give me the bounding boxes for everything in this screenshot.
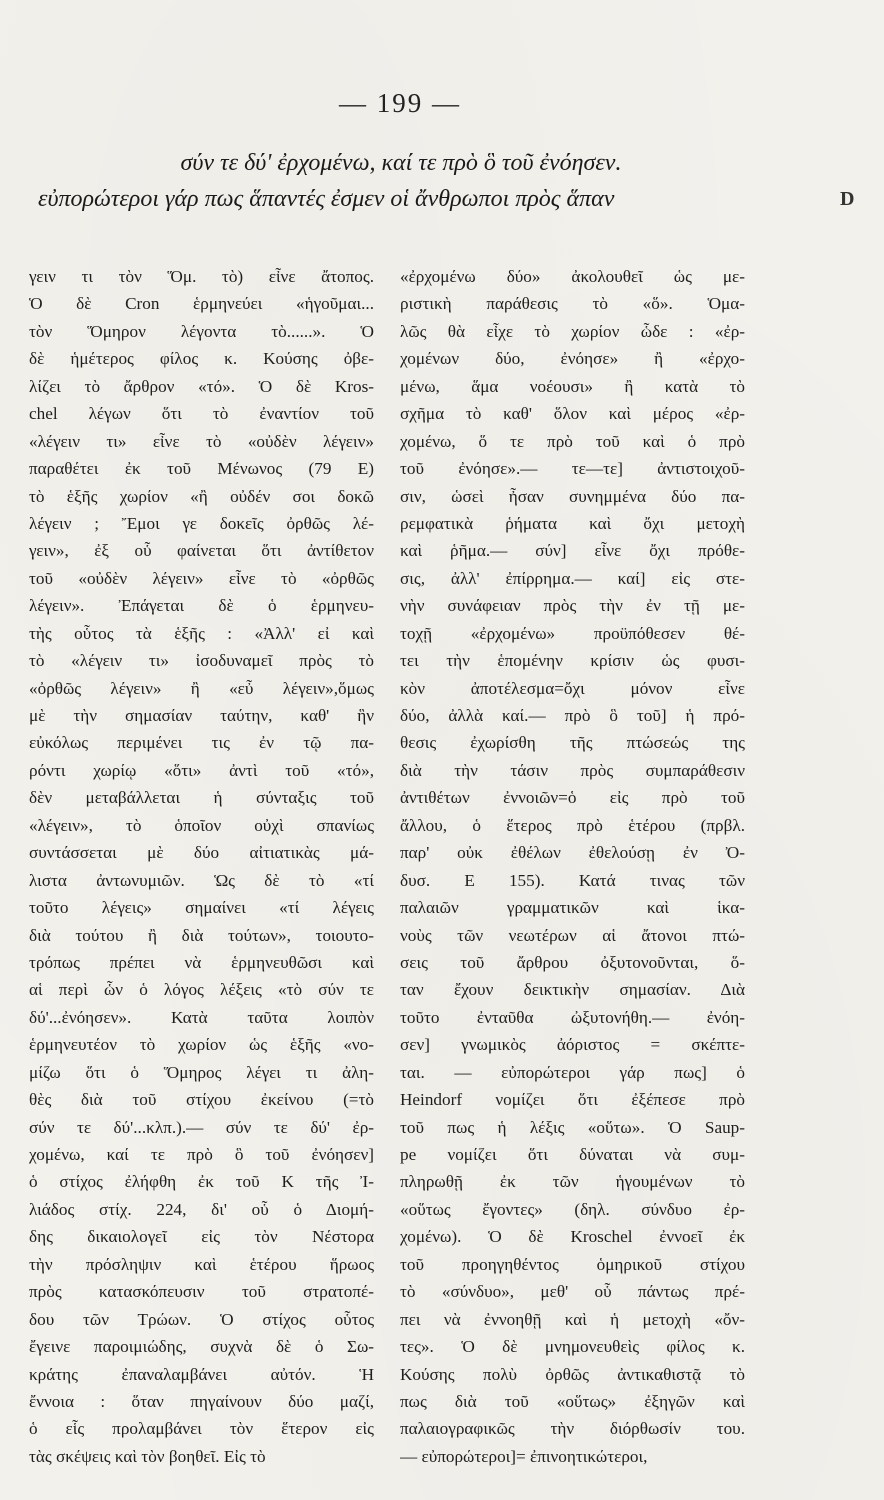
right-column-line: τει τὴν ἑπομένην κρίσιν ὡς φυσι- — [400, 651, 745, 671]
right-column-line: «οὕτως ἔγοντες» (δηλ. σύνδυο ἐρ- — [400, 1199, 745, 1219]
right-column-line: δυσ. Ε 155). Κατά τινας τῶν — [400, 870, 745, 890]
left-column-line: λέγειν». Ἐπάγεται δὲ ὁ ἑρμηνευ- — [29, 596, 374, 616]
right-column-line: ται. — εὐπορώτεροι γάρ πως] ὁ — [400, 1062, 745, 1082]
left-column-line: λίζει τὸ ἄρθρον «τό». Ὁ δὲ Kros- — [29, 376, 374, 396]
left-column-line: τοῦ «οὐδὲν λέγειν» εἶνε τὸ «ὀρθῶς — [29, 568, 374, 588]
left-column-line: ρόντι χωρίῳ «ὅτι» ἀντὶ τοῦ «τό», — [29, 760, 374, 780]
right-column-line: χομένω, ὅ τε πρὸ τοῦ καὶ ὁ πρὸ — [400, 431, 745, 451]
right-column-line: pe νομίζει ὅτι δύναται νὰ συμ- — [400, 1145, 745, 1164]
left-column-line: τὸν Ὅμηρον λέγοντα τὸ......». Ὁ — [29, 321, 374, 341]
left-column-line: παραθέτει ἐκ τοῦ Μένωνος (79 E) — [29, 459, 374, 479]
right-column-line: σιν, ὡσεὶ ἦσαν συνημμένα δύο πα- — [400, 486, 745, 506]
right-column-line: σεις τοῦ ἄρθρου ὀξυτονοῦνται, ὅ- — [400, 952, 745, 972]
right-column-line: παρ' οὐκ ἐθέλων ἐθελούσῃ ἐν Ὀ- — [400, 843, 745, 863]
left-column-line: μὲ τὴν σημασίαν ταύτην, καθ' ἣν — [29, 706, 374, 725]
right-column-line: σχῆμα τὸ καθ' ὅλον καὶ μέρος «ἐρ- — [400, 404, 745, 424]
left-column-line: δου τῶν Τρώων. Ὁ στίχος οὗτος — [29, 1309, 374, 1329]
left-column-line: πρὸς κατασκόπευσιν τοῦ στρατοπέ- — [29, 1282, 374, 1302]
right-column-line: τοχῇ «ἐρχομένω» προϋπόθεσεν θέ- — [400, 623, 745, 643]
right-column-line: παλαιῶν γραμματικῶν καὶ ἱκα- — [400, 898, 745, 918]
right-column-line: ἀντιθέτων ἐννοιῶν=ὁ εἰς πρὸ τοῦ — [400, 788, 745, 808]
left-column-line: Ὁ δὲ Cron ἑρμηνεύει «ἡγοῦμαι... — [29, 294, 374, 314]
right-text-column — [400, 263, 745, 1470]
right-column-line: ταν ἔχουν δεικτικὴν σημασίαν. Διὰ — [400, 980, 745, 1000]
right-column-line: καὶ ῥῆμα.— σύν] εἶνε ὄχι πρόθε- — [400, 541, 745, 561]
right-column-line: παλαιογραφικῶς τὴν διόρθωσίν του. — [400, 1419, 745, 1439]
right-column-line: νὴν συνάφειαν πρὸς τὴν ἐν τῇ με- — [400, 596, 745, 616]
right-column-line: πως διὰ τοῦ «οὕτως» ἐξηγῶν καὶ — [400, 1391, 745, 1411]
right-column-line: ἄλλου, ὁ ἕτερος πρὸ ἑτέρου (πρβλ. — [400, 815, 745, 835]
left-column-line: τὸ «λέγειν τι» ἰσοδυναμεῖ πρὸς τὸ — [29, 651, 374, 671]
left-column-line: ἔγεινε παροιμιώδης, συχνὰ δὲ ὁ Σω- — [29, 1337, 374, 1357]
left-column-line: γειν τι τὸν Ὅμ. τὸ) εἶνε ἄτοπος. — [29, 267, 374, 286]
right-column-line: χομένω). Ὁ δὲ Kroschel ἐννοεῖ ἐκ — [400, 1227, 745, 1247]
left-column-line: χομένω, καί τε πρὸ ὃ τοῦ ἐνόησεν] — [29, 1145, 374, 1164]
right-column-line: ριστικὴ παράθεσις τὸ «ὅ». Ὁμα- — [400, 294, 745, 314]
left-column-line: ἑρμηνευτέον τὸ χωρίον ὡς ἑξῆς «νο- — [29, 1035, 374, 1055]
left-column-line: τὸ ἑξῆς χωρίον «ἢ οὐδέν σοι δοκῶ — [29, 486, 374, 506]
right-column-line: σεν] γνωμικὸς ἀόριστος = σκέπτε- — [400, 1035, 745, 1055]
left-column-line: σύν τε δύ'...κλπ.).— σύν τε δύ' ἐρ- — [29, 1117, 374, 1137]
right-column-line: λῶς θὰ εἶχε τὸ χωρίον ὧδε : «ἐρ- — [400, 321, 745, 341]
right-column-line: νοὺς τῶν νεωτέρων αἱ ἄτονοι πτώ- — [400, 925, 745, 945]
right-column-line: πει νὰ ἐννοηθῇ καὶ ἡ μετοχὴ «ὄν- — [400, 1309, 745, 1329]
right-column-line: δύο, ἀλλὰ καί.— πρὸ ὃ τοῦ] ἡ πρό- — [400, 706, 745, 725]
left-column-line: λιστα ἀντωνυμιῶν. Ὡς δὲ τὸ «τί — [29, 870, 374, 890]
right-column-line: τὸ «σύνδυο», μεθ' οὗ πάντως πρέ- — [400, 1282, 745, 1302]
right-column-line: χομένων δύο, ἐνόησε» ἢ «ἐρχο- — [400, 349, 745, 369]
left-column-line: δὲ ἡμέτερος φίλος κ. Κούσης ὀβε- — [29, 349, 374, 369]
left-column-line: ὁ εἷς προλαμβάνει τὸν ἕτερον εἰς — [29, 1419, 374, 1439]
left-column-line: λέγειν ; Ἔμοι γε δοκεῖς ὀρθῶς λέ- — [29, 513, 374, 533]
left-text-column — [29, 263, 374, 1470]
left-column-line: δης δικαιολογεῖ εἰς τὸν Νέστορα — [29, 1227, 374, 1247]
quoted-verse-line-2: εὐπορώτεροι γάρ πως ἅπαντές ἐσμεν οἱ ἄνθρωποι πρὸς ἅπαν — [38, 186, 615, 212]
left-column-line: εὐκόλως περιμένει τις ἐν τῷ πα- — [29, 733, 374, 753]
right-column-line: σις, ἀλλ' ἐπίρρημα.— καί] εἰς στε- — [400, 568, 745, 588]
right-column-line: — εὐπορώτεροι]= ἐπινοητικώτεροι, — [400, 1446, 648, 1466]
left-column-line: chel λέγων ὅτι τὸ ἐναντίον τοῦ — [29, 404, 374, 424]
left-column-line: τὰς σκέψεις καὶ τὸν βοηθεῖ. Εἰς τὸ — [29, 1446, 266, 1466]
right-column-line: Heindorf νομίζει ὅτι ἐξέπεσε πρὸ — [400, 1090, 745, 1110]
right-column-line: μένω, ἅμα νοέουσι» ἢ κατὰ τὸ — [400, 376, 745, 396]
left-column-line: δύ'...ἐνόησεν». Κατὰ ταῦτα λοιπὸν — [29, 1007, 374, 1027]
right-column-line: πληρωθῇ ἐκ τῶν ἡγουμένων τὸ — [400, 1172, 745, 1192]
right-column-line: τες». Ὁ δὲ μνημονευθεὶς φίλος κ. — [400, 1337, 745, 1357]
right-column-line: κὸν ἀποτέλεσμα=ὄχι μόνον εἶνε — [400, 678, 745, 698]
right-column-line: τοῦτο ἐνταῦθα ὠξυτονήθη.— ἐνόη- — [400, 1007, 745, 1027]
right-column-line: ρεμφατικὰ ῥήματα καὶ ὄχι μετοχὴ — [400, 513, 745, 533]
left-column-line: κράτης ἐπαναλαμβάνει αὐτόν. Ἡ — [29, 1364, 374, 1384]
page-number: — 199 — — [339, 88, 461, 118]
right-column-line: τοῦ πως ἡ λέξις «οὕτω». Ὁ Saup- — [400, 1117, 745, 1137]
right-column-line: διὰ τὴν τάσιν πρὸς συμπαράθεσιν — [400, 760, 745, 780]
left-column-line: «ὀρθῶς λέγειν» ἢ «εὖ λέγειν»,ὅμως — [29, 678, 374, 698]
left-column-line: τὴς οὗτος τὰ ἑξῆς : «Ἀλλ' εἰ καὶ — [29, 623, 374, 643]
left-column-line: γειν», ἐξ οὗ φαίνεται ὅτι ἀντίθετον — [29, 541, 374, 561]
left-column-line: ὁ στίχος ἐλήφθη ἐκ τοῦ Κ τῆς Ἰ- — [29, 1172, 374, 1192]
left-column-line: αἱ περὶ ὧν ὁ λόγος λέξεις «τὸ σύν τε — [29, 980, 374, 1000]
left-column-line: διὰ τούτου ἢ διὰ τούτων», τοιουτο- — [29, 925, 374, 945]
left-column-line: τρόπως πρέπει νὰ ἑρμηνευθῶσι καὶ — [29, 952, 374, 972]
left-column-line: τὴν πρόσληψιν καὶ ἑτέρου ἥρωος — [29, 1254, 374, 1274]
right-column-line: τοῦ προηγηθέντος ὁμηρικοῦ στίχου — [400, 1254, 745, 1274]
quoted-verse-line-1: σύν τε δύ' ἐρχομένω, καί τε πρὸ ὃ τοῦ ἐνόησεν. — [180, 150, 622, 176]
left-column-line: δὲν μεταβάλλεται ἡ σύνταξις τοῦ — [29, 788, 374, 808]
right-column-line: θεσις ἐχωρίσθη τῆς πτώσεώς της — [400, 733, 745, 753]
left-column-line: συντάσσεται μὲ δύο αἰτιατικὰς μά- — [29, 843, 374, 863]
left-column-line: ἔννοια : ὅταν πηγαίνουν δύο μαζί, — [29, 1391, 374, 1411]
left-column-line: τοῦτο λέγεις» σημαίνει «τί λέγεις — [29, 898, 374, 918]
right-column-line: τοῦ ἐνόησε».— τε—τε] ἀντιστοιχοῦ- — [400, 459, 745, 479]
margin-mark: D — [840, 188, 855, 210]
left-column-line: μίζω ὅτι ὁ Ὅμηρος λέγει τι ἀλη- — [29, 1062, 374, 1082]
left-column-line: «λέγειν τι» εἶνε τὸ «οὐδὲν λέγειν» — [29, 431, 374, 451]
right-column-line: «ἐρχομένω δύο» ἀκολουθεῖ ὡς με- — [400, 267, 745, 286]
right-column-line: Κούσης πολὺ ὀρθῶς ἀντικαθιστᾷ τὸ — [400, 1364, 745, 1384]
left-column-line: θὲς διὰ τοῦ στίχου ἐκείνου (=τὸ — [29, 1090, 374, 1110]
left-column-line: λιάδος στίχ. 224, δι' οὗ ὁ Διομή- — [29, 1199, 374, 1219]
left-column-line: «λέγειν», τὸ ὁποῖον οὐχὶ σπανίως — [29, 815, 374, 835]
